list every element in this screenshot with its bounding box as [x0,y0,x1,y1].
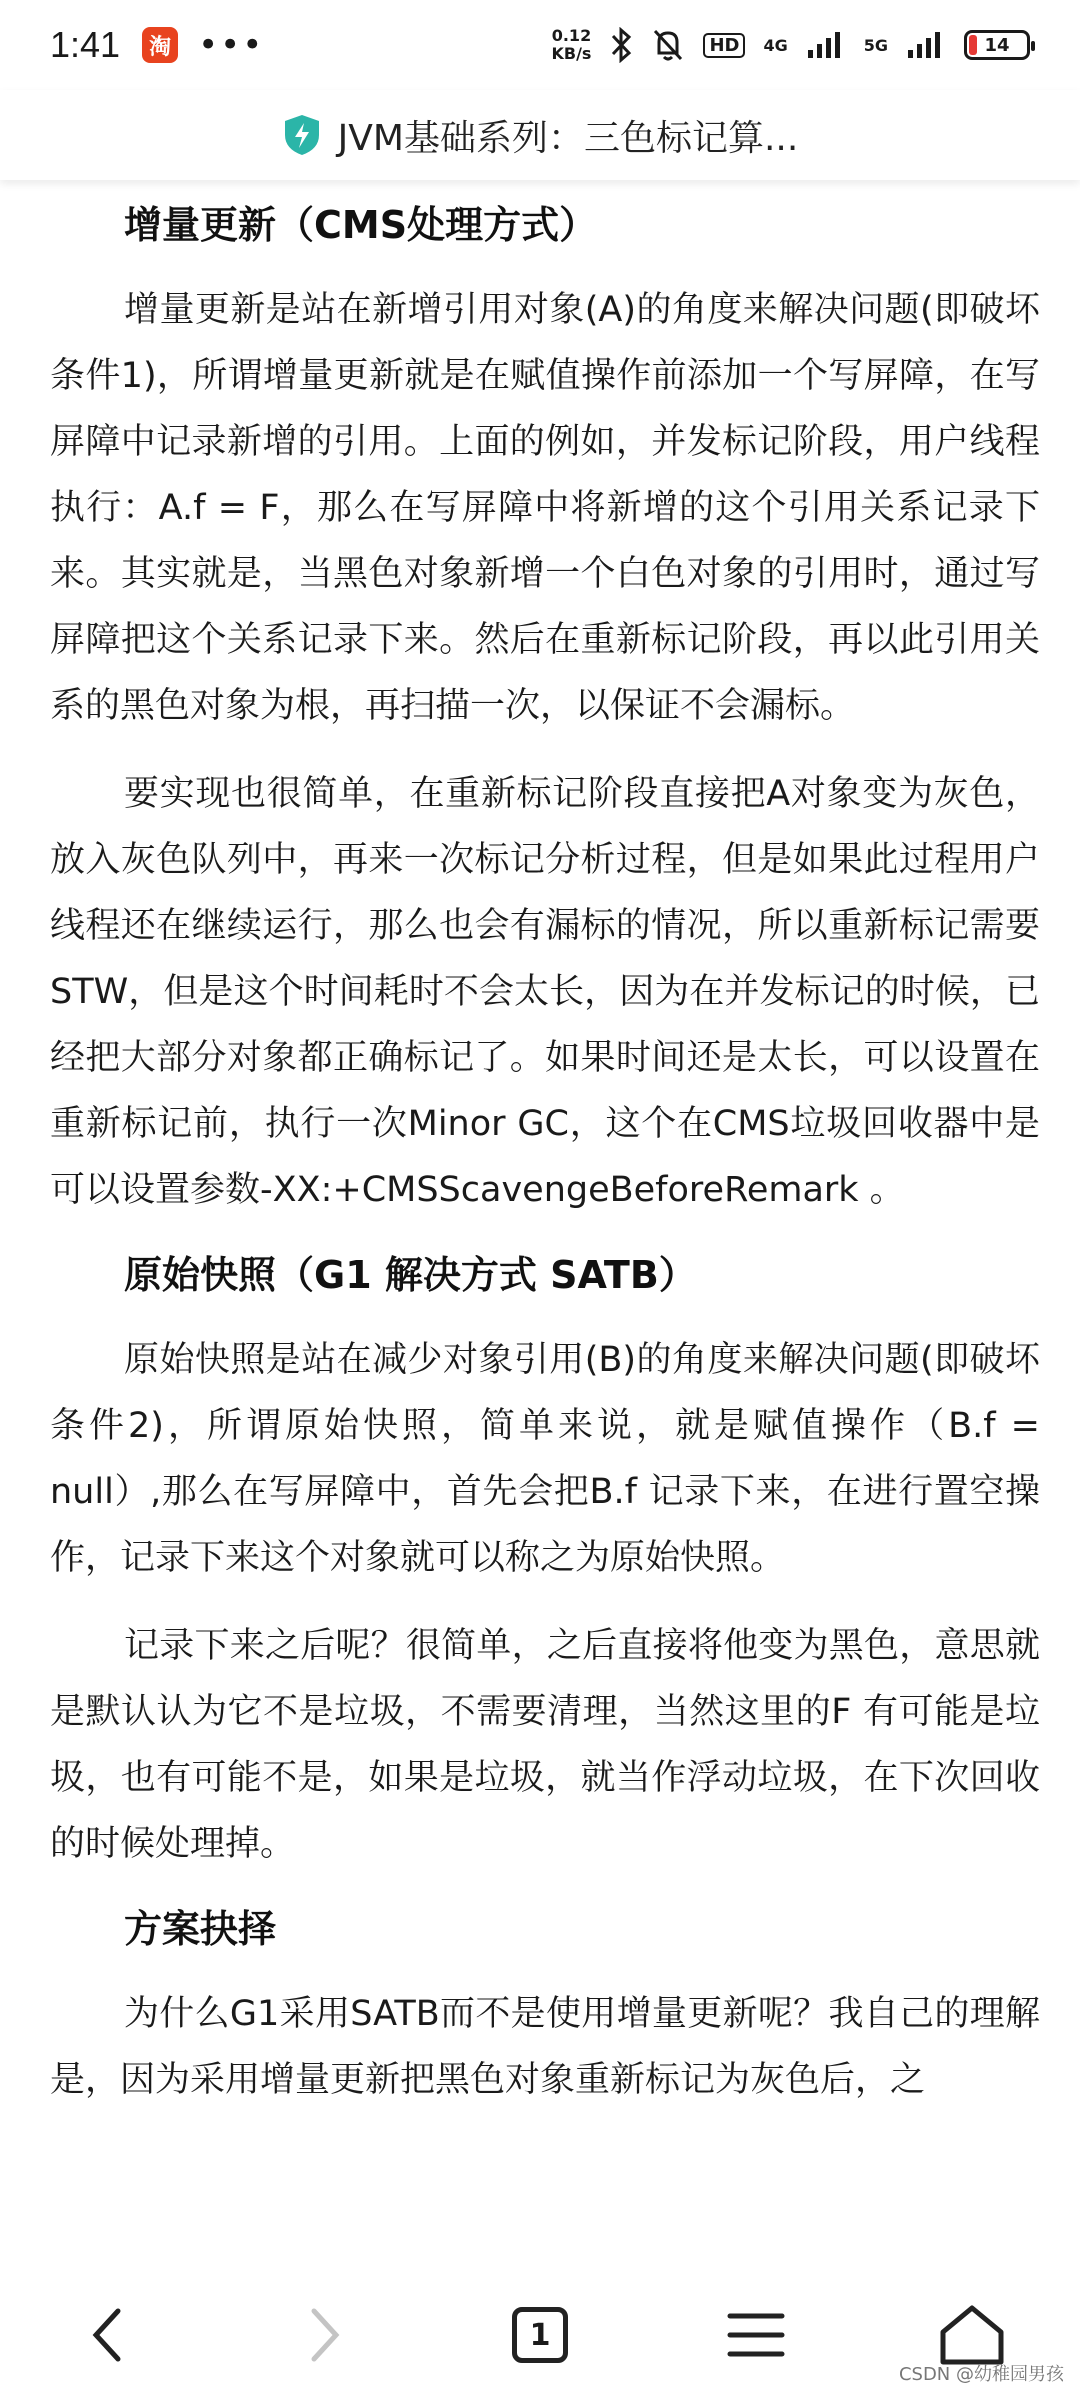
status-bar [0,0,1080,90]
status-right-group [551,27,1030,63]
heading-choice: 方案抉择 [124,1907,277,1951]
battery-fill [969,35,977,55]
signal-4g-label: 4G [763,35,788,55]
signal-5g-label: 5G [863,35,888,55]
more-notifications-icon: ••• [198,25,265,65]
page-title-bar [0,90,1080,180]
paragraph-1: 增量更新是站在新增引用对象(A)的角度来解决问题(即破坏条件1)，所谓增量更新就是在赋值操作前添加一个写屏障，在写屏障中记录新增的引用。上面的例如，并发标记阶段，用户线程执行：A.f = F，那么在写屏障中将新增的这个引用关系记录下来。其实就是，当黑色对象新增一个白色对象的引用时，通过写屏障把这个关系记录下来。然后在重新标记阶段，再以此引用关系的黑色对象为根，再扫描一次，以保证不会漏标。 [50,290,1040,726]
paragraph-2: 要实现也很简单，在重新标记阶段直接把A对象变为灰色，放入灰色队列中，再来一次标记分析过程，但是如果此过程用户线程还在继续运行，那么也会有漏标的情况，所以重新标记需要STW，但是这个时间耗时不会太长，因为在并发标记的时候，已经把大部分对象都正确标记了。如果时间还是太长，可以设置在重新标记前，执行一次Minor GC，这个在CMS垃圾回收器中是可以设置参数-XX:+CMSScavengeBeforeRemark 。 [50,774,1040,1210]
forward-button[interactable] [284,2295,364,2375]
status-time: 1:41 [50,24,121,65]
menu-icon [726,2310,786,2360]
article-content[interactable] [50,180,1040,2270]
menu-button[interactable] [716,2295,796,2375]
page-title: JVM基础系列：三色标记算... [337,117,799,159]
tabs-button[interactable] [500,2295,580,2375]
signal-icon-1 [806,30,846,60]
taobao-app-icon: 淘 [142,27,178,63]
network-speed [551,27,591,63]
browser-bottom-bar [0,2270,1080,2400]
paragraph-4: 记录下来之后呢？很简单，之后直接将他变为黑色，意思就是默认认为它不是垃圾，不需要清理，当然这里的F 有可能是垃圾，也有可能不是，如果是垃圾，就当作浮动垃圾，在下次回收的时候处理掉。 [50,1626,1040,1864]
bluetooth-icon [609,27,633,63]
network-speed-value: 0.12 [551,26,592,45]
heading-snapshot: 原始快照（G1 解决方式 SATB） [124,1253,697,1297]
home-icon [937,2302,1007,2368]
battery-level: 14 [984,34,1010,56]
paragraph-3: 原始快照是站在减少对象引用(B)的角度来解决问题(即破坏条件2)，所谓原始快照，简单来说，就是赋值操作（B.f = null）,那么在写屏障中，首先会把B.f 记录下来，在进行置空操作，记录下来这个对象就可以称之为原始快照。 [50,1340,1040,1578]
back-button[interactable] [68,2295,148,2375]
security-shield-icon [282,113,322,157]
forward-icon [304,2305,344,2365]
signal-icon-2 [906,30,946,60]
battery-icon [964,30,1030,60]
heading-incremental-update: 增量更新（CMS处理方式） [124,203,598,247]
csdn-watermark: CSDN @幼稚园男孩 [898,2364,1064,2385]
hd-voice-badge: HD [703,33,745,58]
paragraph-5: 为什么G1采用SATB而不是使用增量更新呢？我自己的理解是，因为采用增量更新把黑色对象重新标记为灰色后，之 [50,1994,1040,2100]
network-speed-unit: KB/s [551,44,592,63]
back-icon [88,2305,128,2365]
mute-bell-icon [651,27,685,63]
tabs-icon: 1 [512,2307,568,2363]
